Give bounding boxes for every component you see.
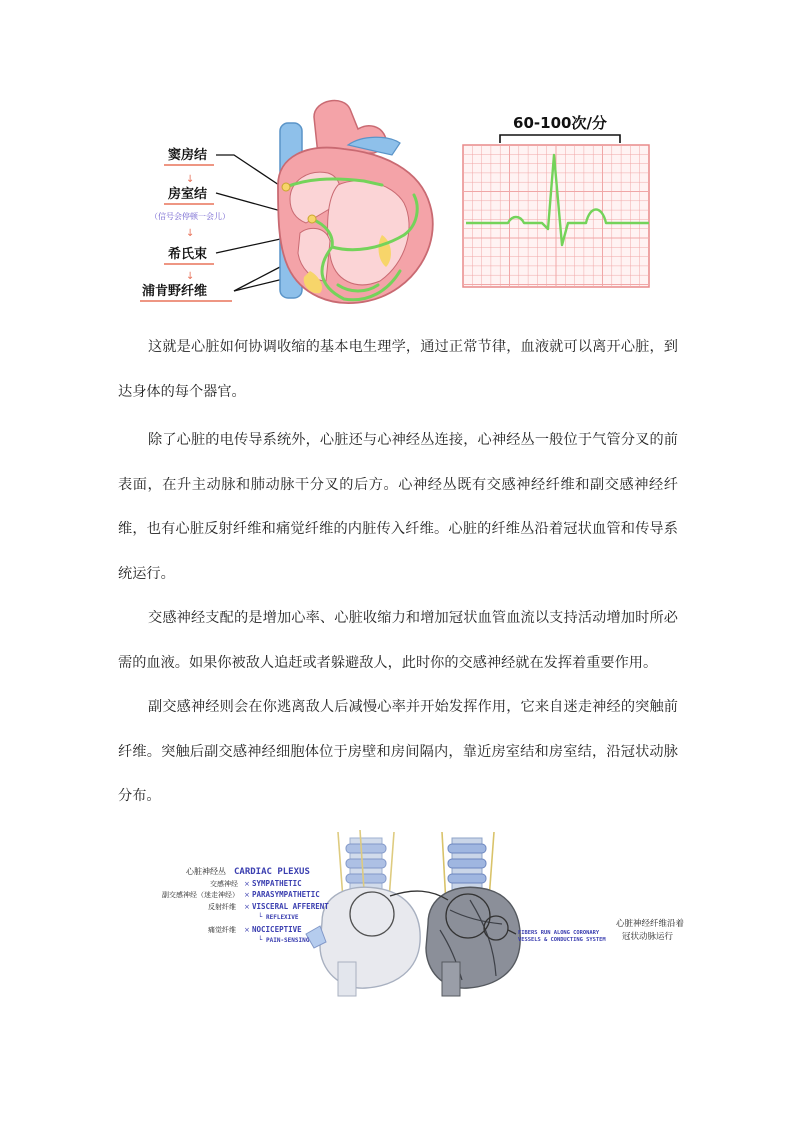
av-node-marker — [308, 215, 316, 223]
left-heart-illustration — [306, 830, 420, 996]
down-arrow-icon: ↓ — [186, 271, 195, 282]
conduction-labels — [140, 147, 232, 301]
sinoatrial-node-marker — [282, 183, 290, 191]
sub-branch-icon: └ — [258, 936, 263, 944]
ecg-interval-bracket — [500, 135, 620, 143]
bullet-icon: × — [244, 891, 250, 899]
plexus-legend — [162, 866, 329, 944]
cn-parasympathetic-label: 副交感神经（迷走神经） — [162, 891, 239, 899]
fibers-label-line2: VESSELS & CONDUCTING SYSTEM — [518, 937, 606, 943]
cn-pain-label: 痛觉纤维 — [208, 926, 236, 934]
cn-fibers-line1: 心脏神经纤维沿着 — [616, 919, 685, 929]
visceral-afferent-label: VISCERAL AFFERENT — [252, 902, 329, 911]
nociceptive-label: NOCICEPTIVE — [252, 925, 302, 934]
cn-sympathetic-label: 交感神经 — [210, 880, 238, 888]
fibers-label-line1: FIBERS RUN ALONG CORONARY — [518, 930, 600, 936]
down-arrow-icon: ↓ — [186, 228, 195, 239]
bundle-of-his-label: 希氏束 — [168, 247, 208, 262]
paragraph-parasympathetic: 副交感神经则会在你逃离敌人后减慢心率并开始发挥作用，它来自迷走神经的突触前纤维。突触后副交感神经细胞体位于房壁和房间隔内，靠近房室结和房室结，沿冠状动脉分布。 — [118, 699, 678, 804]
sub-branch-icon: └ — [258, 913, 263, 921]
bullet-icon: × — [244, 926, 250, 934]
paragraph-electrophysiology: 这就是心脏如何协调收缩的基本电生理学，通过正常节律，血液就可以离开心脏，到达身体的每个器官。 — [118, 339, 678, 400]
conduction-figure — [130, 95, 670, 325]
sinoatrial-node-label: 窦房结 — [168, 148, 208, 163]
right-heart-illustration — [426, 832, 520, 996]
paragraph-sympathetic: 交感神经支配的是增加心率、心脏收缩力和增加冠状血管血流以支持活动增加时所必需的血液。如果你被敌人追赶或者躲避敌人，此时你的交感神经就在发挥着重要作用。 — [118, 610, 678, 671]
paragraph-cardiac-plexus: 除了心脏的电传导系统外，心脏还与心神经丛连接，心神经丛一般位于气管分叉的前表面，在升主动脉和肺动脉干分叉的后方。心神经丛既有交感神经纤维和副交感神经纤维，也有心脏反射纤维和痛觉纤维的内脏传入纤维。心脏的纤维丛沿着冠状血管和传导系统运行。 — [118, 432, 678, 582]
parasympathetic-label: PARASYMPATHETIC — [252, 890, 320, 899]
down-arrow-icon: ↓ — [186, 174, 195, 185]
ecg-rate-label: 60-100次/分 — [513, 114, 607, 132]
sympathetic-label: SYMPATHETIC — [252, 879, 302, 888]
fibers-annotation — [518, 918, 685, 943]
cn-reflex-label: 反射纤维 — [208, 903, 236, 911]
reflexive-label: REFLEXIVE — [266, 914, 299, 921]
bullet-icon: × — [244, 903, 250, 911]
cardiac-plexus-figure — [150, 830, 710, 1005]
bullet-icon: × — [244, 880, 250, 888]
cn-fibers-line2: 冠状动脉运行 — [622, 932, 674, 942]
purkinje-fibers-label: 浦肯野纤维 — [142, 284, 208, 299]
cardiac-plexus-label: CARDIAC PLEXUS — [234, 867, 310, 877]
ecg-panel — [463, 114, 649, 287]
pain-sensing-label: PAIN-SENSING — [266, 937, 310, 944]
cn-plexus-label: 心脏神经丛 — [186, 867, 226, 876]
delay-note: （信号会停顿一会儿） — [150, 212, 230, 221]
av-node-label: 房室结 — [168, 187, 208, 202]
heart-illustration — [278, 101, 433, 303]
